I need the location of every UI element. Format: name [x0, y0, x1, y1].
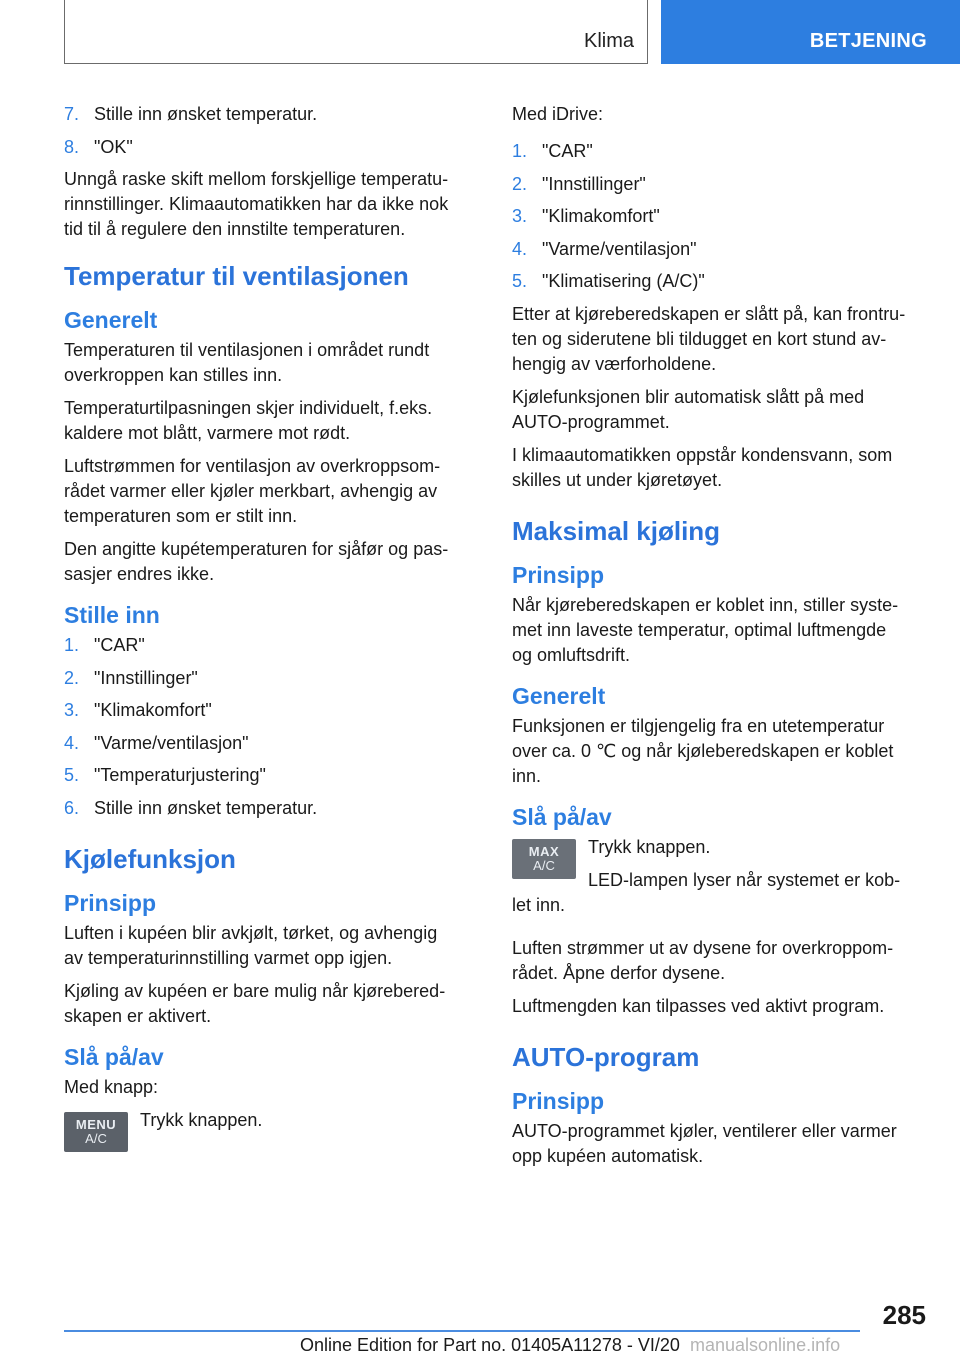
footer-watermark: manualsonline.info	[690, 1335, 841, 1355]
left-column	[64, 102, 476, 1152]
header-chapter-tab	[661, 0, 960, 64]
list-item: 8. "OK"	[64, 136, 133, 157]
subheading-sla-pa-av: Slå på/av	[64, 1043, 164, 1070]
paragraph: Temperaturen til ventilasjonen i området rundt overkroppen kan stilles inn.	[64, 340, 430, 385]
subheading-stille-inn: Stille inn	[64, 602, 160, 628]
list-item: 2. "Innstillinger"	[512, 173, 646, 194]
header-section-box	[64, 0, 648, 64]
step-list-stille-inn	[64, 633, 476, 821]
paragraph: LED-lampen lyser når systemet er kob-	[588, 869, 901, 890]
menu-ac-button-icon: MENU A/C	[64, 1112, 128, 1152]
page-number: 285	[882, 1300, 926, 1330]
footer-edition: Online Edition for Part no. 01405A11278 - VI/20	[300, 1335, 680, 1355]
paragraph: Luftmengden kan tilpasses ved aktivt program.	[512, 995, 885, 1016]
subheading-prinsipp: Prinsipp	[64, 889, 157, 916]
list-item: 5. "Klimatisering (A/C)"	[512, 271, 705, 291]
heading-auto-program: AUTO-program	[512, 1041, 700, 1072]
paragraph: Når kjøreberedskapen er koblet inn, stiller syste- met inn laveste temperatur, optimal luftmengde og omluftsdrift.	[512, 594, 899, 665]
header-section-title: Klima	[583, 30, 634, 52]
button-instruction	[512, 835, 924, 893]
list-item: 3. "Klimakomfort"	[64, 700, 212, 720]
right-column	[512, 102, 924, 1177]
paragraph: Temperaturtilpasningen skjer individuelt, f.eks. kaldere mot blått, varmere mot rødt.	[64, 398, 433, 443]
step-list-continued	[64, 102, 476, 160]
subheading-sla-pa-av: Slå på/av	[512, 803, 612, 830]
list-item: 2. "Innstillinger"	[64, 667, 198, 688]
paragraph: Trykk knappen.	[140, 1109, 263, 1130]
subheading-generelt: Generelt	[512, 682, 606, 709]
list-item: 7. Stille inn ønsket temperatur.	[64, 104, 318, 124]
paragraph: Luften i kupéen blir avkjølt, tørket, og avhengig av temperaturinnstilling varmet opp igjen.	[64, 922, 438, 968]
footer-divider	[64, 1330, 860, 1332]
paragraph: Den angitte kupétemperaturen for sjåfør og pas- sasjer endres ikke.	[64, 539, 449, 584]
list-item: 6. Stille inn ønsket temperatur.	[64, 797, 318, 818]
paragraph: Kjøling av kupéen er bare mulig når kjørebered- skapen er aktivert.	[64, 980, 446, 1026]
paragraph: AUTO-programmet kjøler, ventilerer eller varmer opp kupéen automatisk.	[512, 1120, 897, 1166]
list-item: 4. "Varme/ventilasjon"	[64, 732, 249, 753]
list-item: 4. "Varme/ventilasjon"	[512, 238, 697, 259]
paragraph: Funksjonen er tilgjengelig fra en utetemperatur over ca. 0 ℃ og når kjøleberedskapen er koblet inn.	[512, 715, 894, 786]
button-instruction	[64, 1108, 476, 1152]
subheading-prinsipp: Prinsipp	[512, 1087, 605, 1114]
paragraph: Med knapp:	[64, 1076, 159, 1097]
paragraph: Etter at kjøreberedskapen er slått på, kan frontru- ten og siderutene bli tildugget en kort stund av- hengig av værforholdene.	[512, 303, 906, 374]
paragraph: Luften strømmer ut av dysene for overkroppom- rådet. Åpne derfor dysene.	[512, 937, 894, 983]
list-item: 1. "CAR"	[64, 635, 145, 655]
list-item: 3. "Klimakomfort"	[512, 206, 660, 226]
paragraph: Med iDrive:	[512, 104, 604, 124]
subheading-generelt: Generelt	[64, 307, 158, 333]
paragraph: Luftstrømmen for ventilasjon av overkroppsom- rådet varmer eller kjøler merkbart, avhengig av temperaturen som er stilt inn.	[64, 456, 441, 526]
paragraph: Kjølefunksjonen blir automatisk slått på med AUTO-programmet.	[512, 386, 865, 432]
max-ac-button-icon: MAX A/C	[512, 839, 576, 879]
step-list-idrive	[512, 139, 924, 294]
list-item: 5. "Temperaturjustering"	[64, 765, 266, 785]
paragraph: I klimaautomatikken oppstår kondensvann, som skilles ut under kjøretøyet.	[512, 444, 893, 490]
heading-maksimal-kjoling: Maksimal kjøling	[512, 515, 721, 546]
heading-kjolefunksjon: Kjølefunksjon	[64, 843, 236, 874]
paragraph: Trykk knappen.	[588, 836, 711, 857]
list-item: 1. "CAR"	[512, 141, 593, 161]
paragraph: let inn.	[512, 894, 566, 915]
intro-paragraph: Unngå raske skift mellom forskjellige temperatu- rinnstillinger. Klimaautomatikken har da ikke nok tid til å regulere den innstilte temperaturen.	[64, 169, 449, 239]
subheading-prinsipp: Prinsipp	[512, 561, 605, 588]
heading-temperatur-ventilasjon: Temperatur til ventilasjonen	[64, 261, 409, 291]
header-chapter-title: BETJENING	[809, 30, 927, 52]
